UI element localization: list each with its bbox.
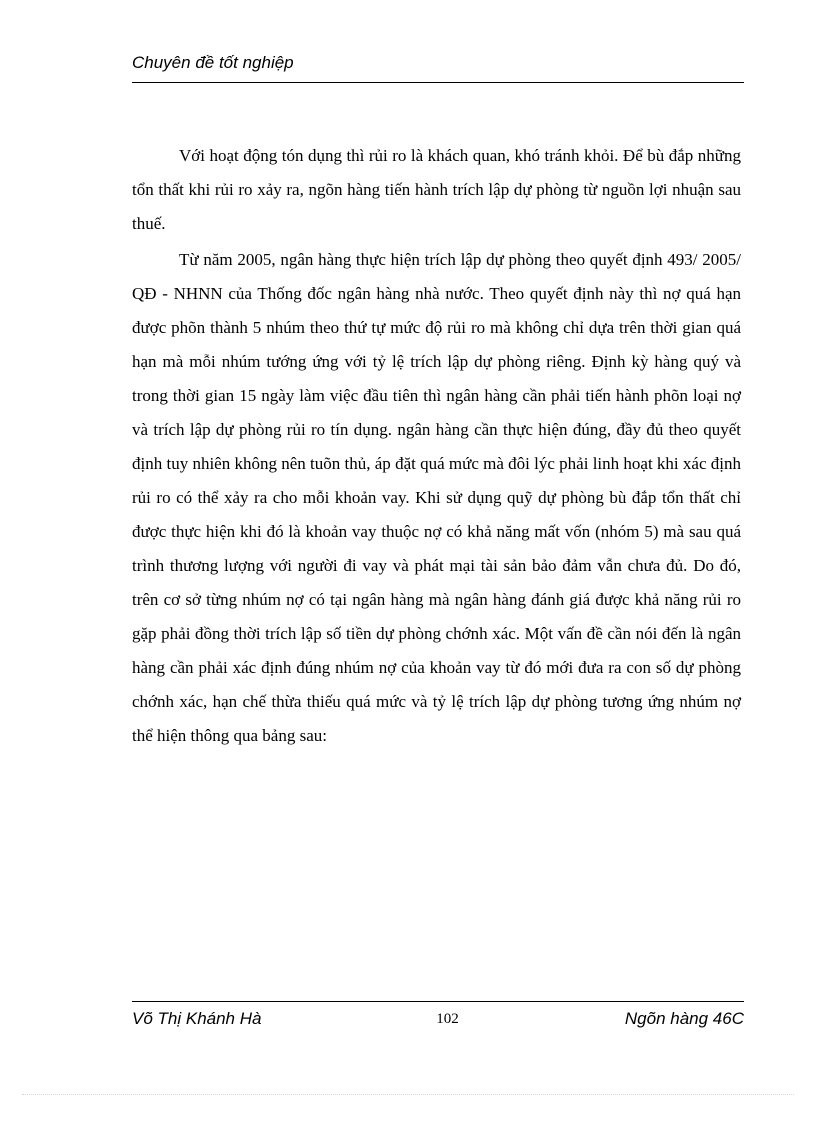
author-name: Võ Thị Khánh Hà [132,1009,262,1028]
class-name: Ngõn hàng 46C [624,1009,744,1028]
page-footer [132,1001,744,1032]
page-edge-divider [22,1094,794,1095]
paragraph: Từ năm 2005, ngân hàng thực hiện trích lập dự phòng theo quyết định 493/ 2005/ QĐ - NHNN của Thống đốc ngân hàng nhà nước. Theo quyết định này thì nợ quá hạn được phõn thành 5 nhúm theo thứ tự mức độ rủi ro mà không chỉ dựa trên thời gian quá hạn mà mỗi nhúm tướng ứng với tỷ lệ trích lập dự phòng riêng. Định kỳ hàng quý và trong thời gian 15 ngày làm việc đầu tiên thì ngân hàng cần phải tiến hành phõn loại nợ và trích lập dự phòng rủi ro tín dụng. ngân hàng cần thực hiện đúng, đầy đủ theo quyết định tuy nhiên không nên tuõn thủ, áp đặt quá mức mà đôi lýc phải linh hoạt khi xác định rủi ro có thể xảy ra cho mỗi khoản vay. Khi sử dụng quỹ dự phòng bù đắp tổn thất chỉ được thực hiện khi đó là khoản vay thuộc nợ có khả năng mất vốn (nhóm 5) mà sau quá trình thương lượng với người đi vay và phát mại tài sản bảo đảm vẫn chưa đủ. Do đó, trên cơ sở từng nhúm nợ có tại ngân hàng mà ngân hàng đánh giá được khả năng rủi ro gặp phải đồng thời trích lập số tiền dự phòng chớnh xác. Một vấn đề cần nói đến là ngân hàng cần phải xác định đúng nhúm nợ của khoản vay từ đó mới đưa ra con số dự phòng chớnh xác, hạn chế thừa thiếu quá mức và tỷ lệ trích lập dự phòng tương ứng nhúm nợ thể hiện thông qua bảng sau: [132,250,741,745]
document-title: Chuyên đề tốt nghiệp [132,53,294,72]
page-number: 102 [436,1011,459,1027]
body-text [132,139,741,753]
paragraph: Với hoạt động tón dụng thì rủi ro là khách quan, khó tránh khỏi. Để bù đắp những tổn thất khi rủi ro xảy ra, ngõn hàng tiến hành trích lập dự phòng từ nguồn lợi nhuận sau thuế. [132,146,741,233]
page-header [132,52,744,83]
